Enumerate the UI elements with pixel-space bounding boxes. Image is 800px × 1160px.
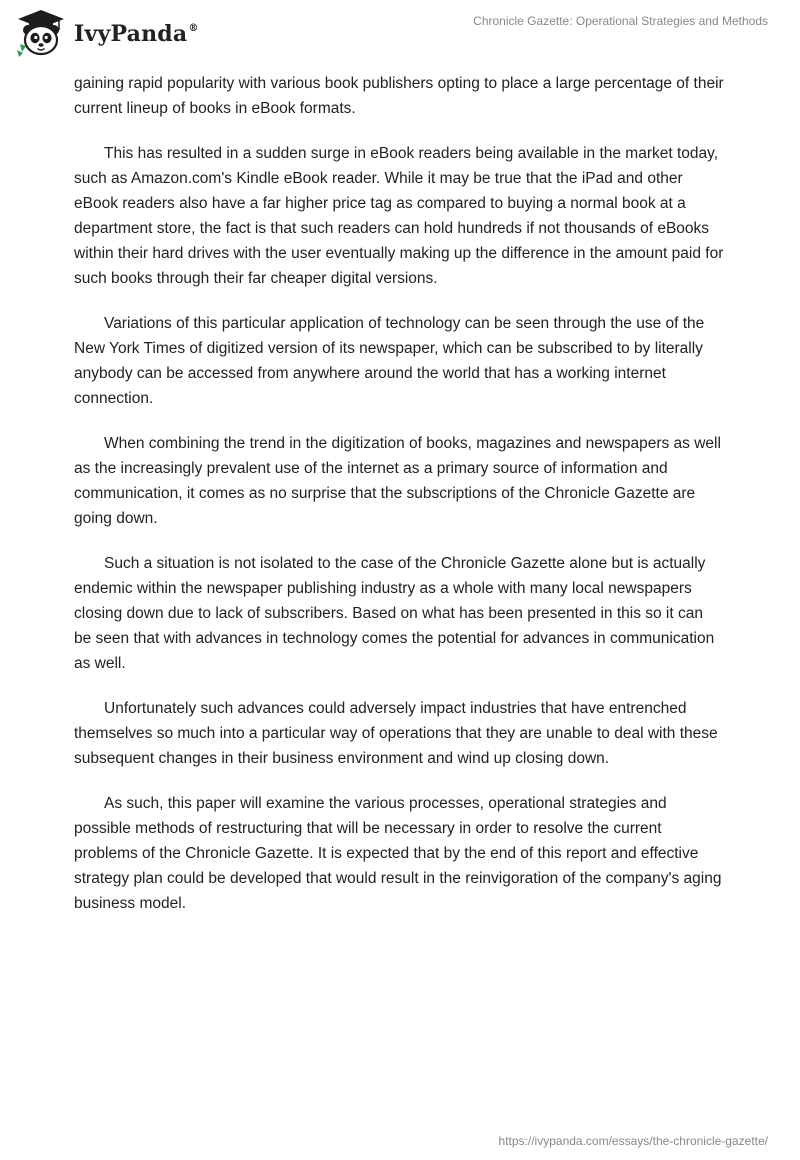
paragraph: As such, this paper will examine the various processes, operational strategies and possible methods of restructuring that will be necessary in order to resolve the current problems of the Chronicle Gazette. It is expected that by the end of this report and effective strategy plan could be developed that would result in the reinvigoration of the company's aging business model. (74, 795, 722, 912)
registered-mark: ® (188, 23, 199, 34)
paragraph: Unfortunately such advances could adversely impact industries that have entrenched themselves so much into a particular way of operations that they are unable to deal with these subsequent changes in their business environment and wind up closing down. (74, 700, 718, 767)
page-header (0, 0, 800, 70)
document-title: Chronicle Gazette: Operational Strategies and Methods (473, 14, 768, 28)
source-url[interactable]: https://ivypanda.com/essays/the-chronicle-gazette/ (498, 1134, 768, 1148)
paragraph: gaining rapid popularity with various book publishers opting to place a large percentage of their current lineup of books in eBook formats. (74, 75, 724, 117)
logo-name: IvyPanda (74, 21, 188, 47)
essay-body (74, 71, 724, 936)
paragraph: Such a situation is not isolated to the case of the Chronicle Gazette alone but is actually endemic within the newspaper publishing industry as a whole with many local newspapers closing down due to lack of subscribers. Based on what has been presented in this so it can be seen that with advances in technology comes the potential for advances in communication as well. (74, 555, 715, 672)
paragraph: When combining the trend in the digitization of books, magazines and newspapers as well as the increasingly prevalent use of the internet as a primary source of information and communication, it comes as no surprise that the subscriptions of the Chronicle Gazette are going down. (74, 435, 721, 527)
logo-wordmark (74, 21, 199, 47)
paragraph: This has resulted in a sudden surge in eBook readers being available in the market today, such as Amazon.com's Kindle eBook reader. While it may be true that the iPad and other eBook readers also have a far higher price tag as compared to buying a normal book at a department store, the fact is that such readers can hold hundreds if not thousands of eBooks within their hard drives with the user eventually making up the difference in the amount paid for such books through their far cheaper digital versions. (74, 145, 724, 287)
panda-graduation-cap-icon (14, 8, 68, 58)
paragraph: Variations of this particular application of technology can be seen through the use of the New York Times of digitized version of its newspaper, which can be subscribed to by literally anybody can be accessed from anywhere around the world that has a working internet connection. (74, 315, 705, 407)
ivypanda-logo[interactable] (14, 8, 199, 58)
